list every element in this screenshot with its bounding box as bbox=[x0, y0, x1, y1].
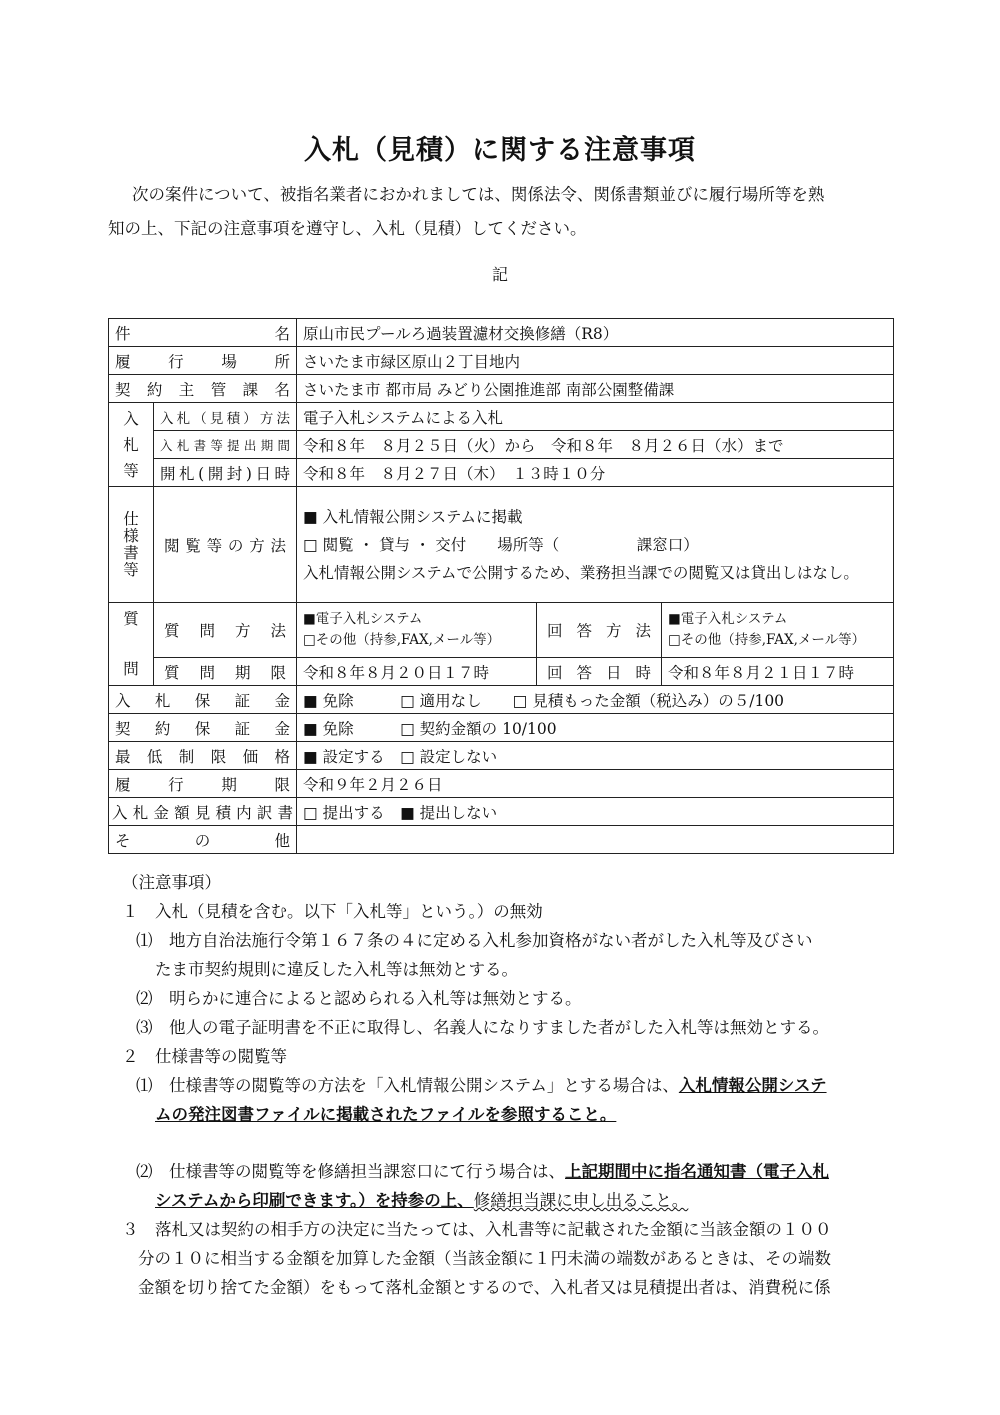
row-min-price bbox=[109, 742, 894, 770]
note-3a: ３ 落札又は契約の相手方の決定に当たっては、入札書等に記載された金額に当該金額の１００ bbox=[122, 1220, 832, 1239]
row-other bbox=[109, 826, 894, 854]
notes-section bbox=[108, 868, 893, 1302]
page-title: 入札（見積）に関する注意事項 bbox=[304, 135, 696, 166]
intro-line-2: 知の上、下記の注意事項を遵守し、入札（見積）してください。 bbox=[108, 219, 587, 238]
row-dept bbox=[109, 375, 894, 403]
row-place bbox=[109, 347, 894, 375]
case-label: 件名 bbox=[109, 319, 297, 347]
note-1-2: ⑵ 明らかに連合によると認められる入札等は無効とする。 bbox=[136, 989, 582, 1008]
note-3b: 分の１０に相当する金額を加算した金額（当該金額に１円未満の端数があるときは、その端数 bbox=[138, 1249, 831, 1268]
view-method-label: 閲覧等の方法 bbox=[154, 487, 297, 603]
min-price-value: ■ 設定する □ 設定しない bbox=[297, 742, 894, 770]
contract-bond-value: ■ 免除 □ 契約金額の 10/100 bbox=[297, 714, 894, 742]
bid-bond-label: 入札保証金 bbox=[109, 686, 297, 714]
place-value: さいたま市緑区原山２丁目地内 bbox=[297, 347, 894, 375]
a-method-value: ■電子入札システム □その他（持参,FAX,メール等） bbox=[662, 603, 894, 658]
min-price-label: 最低制限価格 bbox=[109, 742, 297, 770]
dept-label: 契約主管課名 bbox=[109, 375, 297, 403]
q-method-value: ■電子入札システム □その他（持参,FAX,メール等） bbox=[297, 603, 537, 658]
breakdown-label: 入札金額見積内訳書 bbox=[109, 798, 297, 826]
other-label: その他 bbox=[109, 826, 297, 854]
bid-period-value: 令和８年 ８月２５日（火）から 令和８年 ８月２６日（水）まで bbox=[297, 431, 894, 459]
bid-bond-value: ■ 免除 □ 適用なし □ 見積もった金額（税込み）の５/100 bbox=[297, 686, 894, 714]
row-q-method bbox=[109, 603, 894, 658]
breakdown-value: □ 提出する ■ 提出しない bbox=[297, 798, 894, 826]
row-case bbox=[109, 319, 894, 347]
a-date-label: 回答日時 bbox=[537, 658, 662, 686]
view-method-value: ■ 入札情報公開システムに掲載 □ 閲覧 ・ 貸与 ・ 交付 場所等（ 課窓口） 入札情報公開システムで公開するため、業務担当課での閲覧又は貸出しはなし。 bbox=[297, 487, 894, 603]
note-1-3: ⑶ 他人の電子証明書を不正に取得し、名義人になりすました者がした入札等は無効とする。 bbox=[136, 1018, 829, 1037]
note-2-1a: ⑴ 仕様書等の閲覧等の方法を「入札情報公開システム」とする場合は、入札情報公開システ bbox=[136, 1076, 827, 1095]
row-breakdown bbox=[109, 798, 894, 826]
bid-method-label: 入札（見積）方法 bbox=[154, 403, 297, 431]
spec-group-label: 仕 様 書 等 bbox=[109, 487, 154, 603]
other-value bbox=[297, 826, 894, 854]
q-group-label: 質 問 bbox=[109, 603, 154, 686]
q-deadline-label: 質問期限 bbox=[154, 658, 297, 686]
row-bid-method bbox=[109, 403, 894, 431]
info-table bbox=[108, 318, 894, 854]
notes-heading: （注意事項） bbox=[122, 873, 221, 892]
q-deadline-value: 令和８年８月２０日１７時 bbox=[297, 658, 537, 686]
bid-group-label: 入 札 等 bbox=[109, 403, 154, 487]
period-value: 令和９年２月２６日 bbox=[297, 770, 894, 798]
a-method-label: 回答方法 bbox=[537, 603, 662, 658]
row-bid-period bbox=[109, 431, 894, 459]
period-label: 履行期限 bbox=[109, 770, 297, 798]
note-2-1b: ムの発注図書ファイルに掲載されたファイルを参照すること。 bbox=[155, 1105, 617, 1124]
dept-value: さいたま市 都市局 みどり公園推進部 南部公園整備課 bbox=[297, 375, 894, 403]
note-2: ２ 仕様書等の閲覧等 bbox=[122, 1047, 287, 1066]
case-value: 原山市民プールろ過装置濾材交換修繕（R8） bbox=[297, 319, 894, 347]
note-3c: 金額を切り捨てた金額）をもって落札金額とするので、入札者又は見積提出者は、消費税に係 bbox=[138, 1278, 831, 1297]
open-label: 開札(開封)日時 bbox=[154, 459, 297, 487]
bid-method-value: 電子入札システムによる入札 bbox=[297, 403, 894, 431]
open-value: 令和８年 ８月２７日（木） １３時１０分 bbox=[297, 459, 894, 487]
row-period bbox=[109, 770, 894, 798]
note-1-1a: ⑴ 地方自治法施行令第１６７条の４に定める入札参加資格がない者がした入札等及びさい bbox=[136, 931, 813, 950]
intro-line-1: 次の案件について、被指名業者におかれましては、関係法令、関係書類並びに履行場所等を熟 bbox=[132, 185, 825, 204]
row-open bbox=[109, 459, 894, 487]
row-q-deadline bbox=[109, 658, 894, 686]
q-method-label: 質問方法 bbox=[154, 603, 297, 658]
intro-paragraph bbox=[108, 178, 888, 246]
ki-heading: 記 bbox=[491, 265, 508, 284]
row-spec bbox=[109, 487, 894, 603]
a-date-value: 令和８年８月２１日１７時 bbox=[662, 658, 894, 686]
row-contract-bond bbox=[109, 714, 894, 742]
bid-period-label: 入札書等提出期間 bbox=[154, 431, 297, 459]
note-2-2a: ⑵ 仕様書等の閲覧等を修繕担当課窓口にて行う場合は、上記期間中に指名通知書（電子入札 bbox=[136, 1162, 829, 1181]
row-bid-bond bbox=[109, 686, 894, 714]
place-label: 履行場所 bbox=[109, 347, 297, 375]
contract-bond-label: 契約保証金 bbox=[109, 714, 297, 742]
note-1: １ 入札（見積を含む。以下「入札等」という。）の無効 bbox=[122, 902, 543, 921]
note-1-1b: たま市契約規則に違反した入札等は無効とする。 bbox=[155, 960, 518, 979]
note-2-2b: システムから印刷できます。）を持参の上、修繕担当課に申し出ること。 bbox=[155, 1191, 689, 1210]
